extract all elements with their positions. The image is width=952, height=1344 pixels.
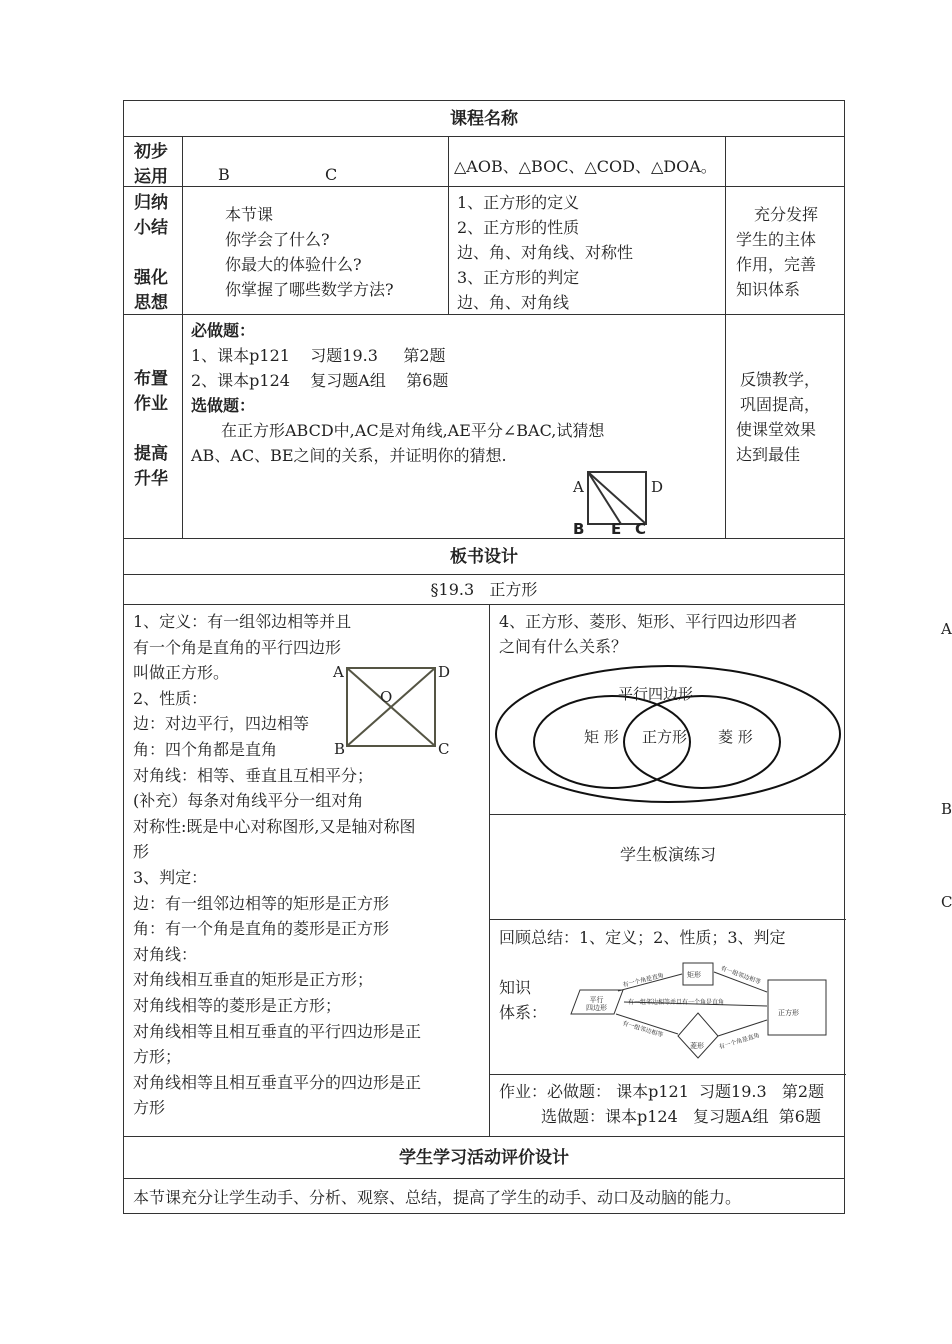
- board-line: 方形；: [133, 1047, 182, 1067]
- practice-section: [490, 815, 846, 920]
- label-line: 布置: [134, 369, 168, 389]
- optional-line: 在正方形ABCD中,AC是对角线,AE平分∠BAC,试猜想: [221, 421, 605, 440]
- flow-text: 四边形: [586, 1004, 607, 1012]
- label-spacer: [134, 241, 182, 266]
- board-line: 有一个角是直角的平行四边形: [133, 637, 342, 657]
- flow-arrow-bot2: 有一个角是直角: [718, 1031, 761, 1051]
- label-line: 提高: [134, 444, 168, 464]
- summary-line: 充分发挥: [754, 205, 819, 224]
- margin-letter-b: B: [941, 800, 952, 818]
- margin-letter-a: A: [941, 620, 952, 638]
- flow-arrow-bot1: 有一组邻边相等: [621, 1019, 664, 1039]
- board-line: 对角线：: [133, 944, 198, 964]
- board-line: 角：四个角都是直角: [133, 739, 278, 759]
- flow-arrow-top1: 有一个角是直角: [622, 971, 665, 989]
- board-line: 1、定义：有一组邻边相等并且: [133, 612, 352, 631]
- summary-line: 本节课: [225, 205, 274, 224]
- board-right: [490, 605, 846, 1136]
- label-line: 升华: [134, 469, 168, 489]
- board-subtitle-row: [124, 575, 844, 605]
- board-line: 边：对边平行，四边相等: [133, 714, 310, 734]
- homework-label: [124, 315, 183, 538]
- summary-row: [124, 187, 844, 315]
- optional-line: AB、AC、BE之间的关系，并证明你的猜想.: [191, 446, 507, 465]
- flow-parallelogram: [586, 996, 607, 1012]
- board-line: 对角线相等且相互垂直的平行四边形是正: [133, 1021, 422, 1041]
- summary-label: [124, 187, 183, 314]
- label-spacer: [134, 417, 182, 442]
- optional-title: 选做题：: [191, 396, 256, 415]
- lesson-table: [123, 100, 845, 1214]
- flow-rhombus: 菱形: [690, 1042, 704, 1050]
- apply-col3: [449, 137, 726, 186]
- label-line: 运用: [134, 167, 168, 187]
- relation-question: [490, 605, 846, 659]
- summary-col3: [449, 187, 726, 314]
- practice-text: 学生板演练习: [619, 845, 716, 864]
- evaluation-text-row: [124, 1179, 844, 1213]
- venn-right-label: 菱 形: [718, 728, 753, 746]
- summary-line: 作用，完善: [736, 255, 817, 274]
- board-line: 2、性质：: [133, 688, 208, 708]
- letter-c: C: [325, 165, 338, 184]
- review-title: 回顾总结：1、定义；2、性质；3、判定: [499, 928, 786, 947]
- sq-label-d: D: [438, 663, 451, 681]
- summary-line: 你最大的体验什么?: [225, 255, 362, 274]
- course-name-header: 课程名称: [450, 109, 518, 129]
- board-title: 板书设计: [450, 547, 518, 567]
- board-line: 对角线相等且相互垂直平分的四边形是正: [133, 1072, 422, 1092]
- apply-label: [124, 137, 183, 186]
- question-line: 4、正方形、菱形、矩形、平行四边形四者: [499, 612, 798, 631]
- summary-line: 1、正方形的定义: [457, 193, 580, 212]
- knowledge-line: 体系：: [499, 1003, 548, 1022]
- note-line: 巩固提高，: [740, 395, 821, 414]
- label-line: 强化: [134, 268, 168, 288]
- apply-row: [124, 137, 844, 187]
- summary-line: 边、角、对角线: [457, 293, 570, 312]
- homework-col4: [726, 315, 844, 538]
- recap-line: 选做题：课本p124 复习题A组 第6题: [541, 1107, 821, 1126]
- margin-letter-c: C: [941, 893, 952, 911]
- note-line: 达到最佳: [736, 445, 801, 464]
- question-line: 之间有什么关系？: [499, 637, 628, 656]
- recap-line: 作业：必做题： 课本p121 习题19.3 第2题: [499, 1082, 825, 1101]
- summary-line: 3、正方形的判定: [457, 268, 580, 287]
- required-title: 必做题：: [191, 321, 256, 340]
- sq-label-c: C: [438, 740, 450, 758]
- homework-col2: [183, 315, 726, 538]
- summary-line: 边、角、对角线、对称性: [457, 243, 634, 262]
- flow-arrow-mid: 有一组邻边相等并且有一个角是直角: [628, 999, 725, 1006]
- board-line: 形: [133, 842, 150, 862]
- board-line: 对角线：相等、垂直且互相平分；: [133, 765, 374, 785]
- note-line: 反馈教学，: [740, 370, 821, 389]
- board-title-row: [124, 539, 844, 575]
- label-line: 归纳: [134, 193, 168, 213]
- venn-section: [490, 605, 846, 815]
- summary-line: 你学会了什么?: [225, 230, 330, 249]
- board-line: 对角线相等的菱形是正方形；: [133, 995, 342, 1015]
- note-line: 使课堂效果: [736, 420, 817, 439]
- board-line: 对角线相互垂直的矩形是正方形；: [133, 970, 374, 990]
- fig-label-b: B: [573, 520, 585, 538]
- sq-label-o: O: [380, 688, 393, 706]
- required-item: 1、课本p121 习题19.3 第2题: [191, 346, 446, 365]
- summary-line: 学生的主体: [736, 230, 817, 249]
- summary-line: 2、正方形的性质: [457, 218, 580, 237]
- board-line: 边：有一组邻边相等的矩形是正方形: [133, 893, 390, 913]
- triangles-text: △AOB、△BOC、△COD、△DOA。: [454, 157, 717, 176]
- flow-rectangle: 矩形: [687, 971, 701, 979]
- board-line: 对称性:既是中心对称图形,又是轴对称图: [133, 816, 416, 836]
- evaluation-title-row: [124, 1137, 844, 1179]
- fig-label-c: C: [635, 520, 647, 538]
- board-line: 3、判定：: [133, 867, 208, 887]
- fig-label-d: D: [651, 478, 664, 496]
- review-section: [490, 920, 846, 1075]
- flow-text: 平行: [589, 996, 604, 1004]
- label-line: 思想: [134, 293, 168, 313]
- fig-label-a: A: [573, 478, 584, 496]
- letter-b: B: [218, 165, 230, 184]
- knowledge-label: [499, 975, 547, 1025]
- required-item: 2、课本p124 复习题A组 第6题: [191, 371, 449, 390]
- flow-arrow-top2: 有一组邻边相等: [719, 964, 762, 986]
- homework-recap: [490, 1077, 846, 1129]
- fig-label-e: E: [611, 520, 622, 538]
- apply-col4: [726, 137, 844, 186]
- course-name-row: [124, 101, 844, 137]
- board-line: 方形: [133, 1098, 166, 1118]
- summary-line: 你掌握了哪些数学方法?: [225, 280, 394, 299]
- board-line: (补充）每条对角线平分一组对角: [133, 791, 364, 811]
- label-line: 小结: [134, 218, 168, 238]
- venn-outer-label: 平行四边形: [618, 685, 694, 703]
- summary-line: 知识体系: [736, 280, 801, 299]
- board-left: [124, 605, 490, 1136]
- label-line: 作业: [134, 394, 168, 414]
- board-content-row: [124, 605, 844, 1137]
- summary-col2: [183, 187, 449, 314]
- venn-left-label: 矩 形: [584, 728, 619, 746]
- summary-col4: [726, 187, 844, 314]
- evaluation-title: 学生学习活动评价设计: [399, 1148, 569, 1168]
- board-subtitle: §19.3 正方形: [430, 580, 538, 599]
- evaluation-text: 本节课充分让学生动手、分析、观察、总结，提高了学生的动手、动口及动脑的能力。: [133, 1188, 742, 1207]
- board-line: 叫做正方形。: [133, 663, 230, 683]
- board-line: 角：有一个角是直角的菱形是正方形: [133, 919, 390, 939]
- knowledge-line: 知识: [499, 978, 532, 997]
- sq-label-b: B: [334, 740, 346, 758]
- venn-middle-label: 正方形: [642, 728, 688, 746]
- sq-label-a: A: [333, 663, 344, 681]
- homework-row: [124, 315, 844, 539]
- label-line: 初步: [134, 142, 168, 162]
- apply-col2: [183, 137, 449, 186]
- flow-square: 正方形: [778, 1009, 799, 1017]
